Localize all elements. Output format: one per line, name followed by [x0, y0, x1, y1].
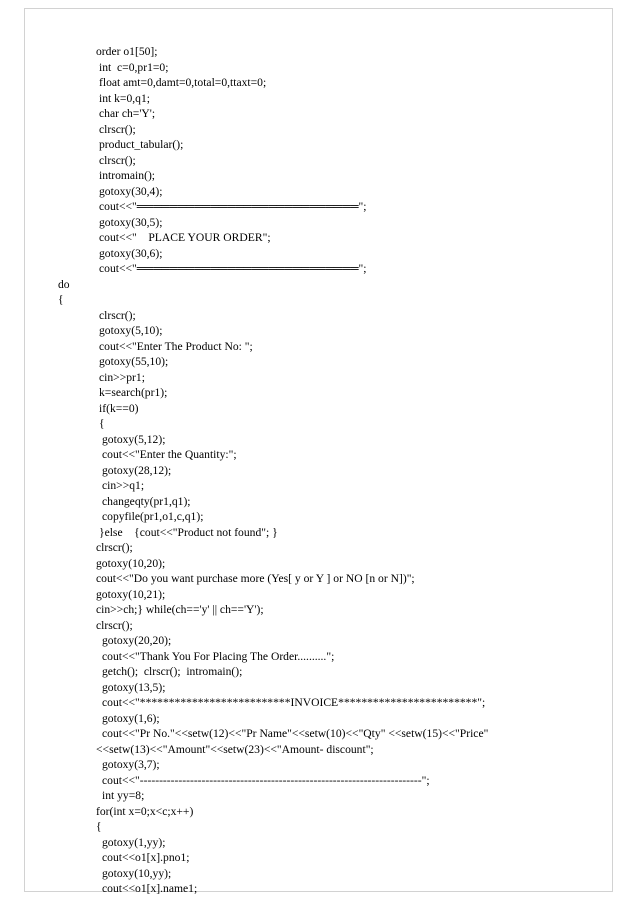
code-line: }else {cout<<"Product not found"; } [99, 525, 278, 539]
code-line: cout<<"Thank You For Placing The Order.........."; [102, 649, 335, 663]
code-line: cout<<"Pr No."<<setw(12)<<"Pr Name"<<setw(10)<<"Qty" <<setw(15)<<"Price" [102, 727, 489, 740]
code-line: changeqty(pr1,q1); [102, 494, 191, 508]
code-line: gotoxy(28,12); [102, 463, 172, 477]
code-line: cout<<o1[x].pno1; [102, 851, 190, 864]
code-line: gotoxy(13,5); [102, 680, 166, 694]
code-line: gotoxy(30,6); [99, 246, 163, 260]
code-line: cout<<"**************************INVOICE************************"; [102, 696, 486, 709]
code-line: gotoxy(20,20); [102, 634, 172, 647]
code-line: clrscr(); [96, 618, 133, 632]
code-line: copyfile(pr1,o1,c,q1); [102, 510, 204, 523]
code-line: cout<<"Do you want purchase more (Yes[ y or Y ] or NO [n or N])"; [96, 572, 415, 585]
code-line: cout<<"-------------------------------------------------------------------------"; [102, 773, 430, 787]
code-line: gotoxy(1,6); [102, 711, 160, 725]
code-line: do [58, 277, 70, 291]
code-line: cout<<"═══════════════════════════"; [99, 200, 367, 213]
code-line: gotoxy(10,20); [96, 556, 166, 570]
code-line: <<setw(13)<<"Amount"<<setw(23)<<"Amount- discount"; [96, 742, 374, 756]
code-line: cout<<"Enter The Product No: "; [99, 339, 253, 353]
code-line: gotoxy(30,5); [99, 215, 163, 229]
code-line: k=search(pr1); [99, 386, 168, 399]
code-line: { [58, 293, 64, 306]
code-line: if(k==0) [99, 401, 139, 415]
code-line: gotoxy(5,12); [102, 432, 166, 446]
code-line: clrscr(); [99, 308, 136, 322]
code-line: gotoxy(55,10); [99, 355, 169, 368]
code-line: gotoxy(5,10); [99, 324, 163, 337]
code-line: cin>>ch;} while(ch=='y' || ch=='Y'); [96, 603, 264, 616]
code-listing [0, 44, 638, 897]
code-line: clrscr(); [99, 153, 136, 167]
code-line: getch(); clrscr(); intromain(); [102, 665, 243, 678]
code-line: cout<<o1[x].name1; [102, 882, 198, 895]
code-line: cout<<" PLACE YOUR ORDER"; [99, 231, 271, 244]
code-line: cin>>pr1; [99, 370, 145, 384]
code-line: gotoxy(30,4); [99, 184, 163, 198]
code-line: for(int x=0;x<c;x++) [96, 804, 194, 818]
code-line: gotoxy(10,21); [96, 587, 166, 601]
code-line: cin>>q1; [102, 479, 145, 492]
code-line: int k=0,q1; [99, 91, 150, 105]
code-line: { [99, 417, 105, 430]
code-line: cout<<"Enter the Quantity:"; [102, 448, 237, 461]
code-line: float amt=0,damt=0,total=0,ttaxt=0; [99, 76, 267, 89]
code-line: gotoxy(3,7); [102, 758, 160, 771]
code-line: char ch='Y'; [99, 107, 156, 120]
code-line: int c=0,pr1=0; [99, 60, 169, 74]
code-line: { [96, 820, 102, 833]
code-line: gotoxy(10,yy); [102, 866, 172, 880]
code-line: product_tabular(); [99, 138, 184, 151]
code-line: gotoxy(1,yy); [102, 835, 166, 849]
code-line: intromain(); [99, 169, 156, 182]
code-line: clrscr(); [96, 541, 133, 554]
code-line: cout<<"═══════════════════════════"; [99, 262, 367, 275]
code-line: int yy=8; [102, 789, 145, 802]
code-line: clrscr(); [99, 122, 136, 136]
code-line: order o1[50]; [96, 45, 158, 58]
